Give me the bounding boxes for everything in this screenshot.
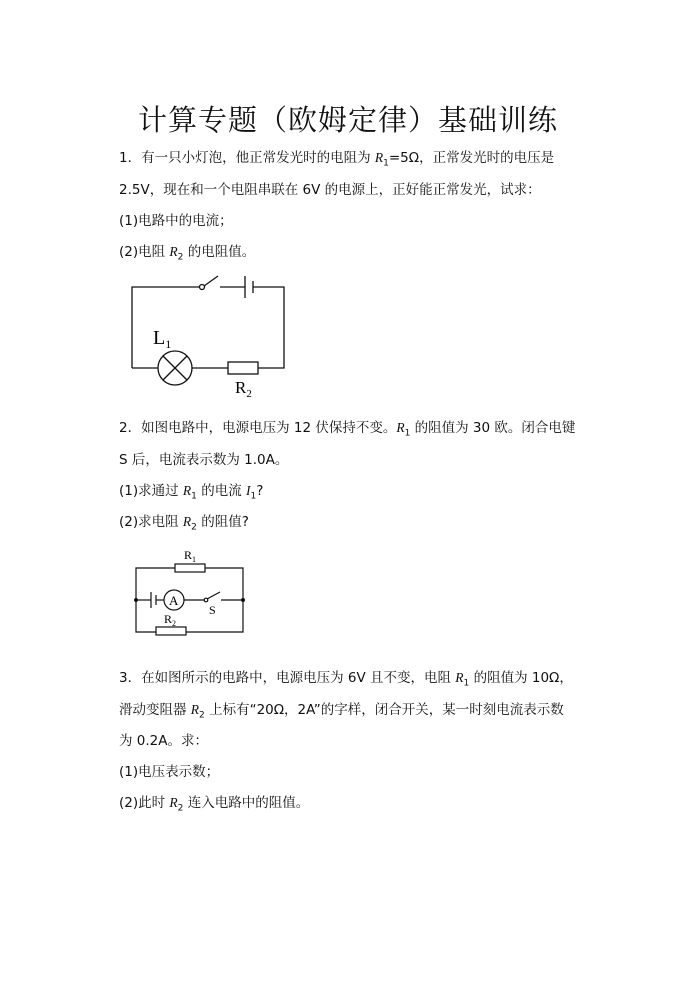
q3-text: 上标有“20Ω，2A”的字样，闭合开关，某一时刻电流表示数 xyxy=(204,702,564,718)
q3-text: 3．在如图所示的电路中，电源电压为 6V 且不变，电阻 xyxy=(119,670,456,686)
q1-lamp-label: $L_1$ xyxy=(153,327,172,351)
q2-text: ? xyxy=(256,483,264,499)
q3-sub: 2 xyxy=(199,710,205,721)
q1-text: (2)电阻 xyxy=(119,244,170,260)
q2-sub: 2 xyxy=(191,522,197,533)
q3-text: 连入电路中的阻值。 xyxy=(183,795,310,811)
q3-text: 的阻值为 10Ω， xyxy=(469,670,573,686)
q2-text: 的阻值为 30 欧。闭合电键 xyxy=(410,420,576,436)
q3-part-1: (1)电压表示数； xyxy=(119,764,220,780)
q2-ammeter-label: A xyxy=(169,593,179,608)
q2-sub: 1 xyxy=(250,491,257,502)
q3-line-1 xyxy=(119,666,573,689)
q2-var-r: R xyxy=(182,514,192,529)
q1-sub: 1 xyxy=(383,158,389,169)
q2-wire xyxy=(136,600,156,632)
q1-text: =5Ω，正常发光时的电压是 xyxy=(388,150,555,166)
q3-text: (2)此时 xyxy=(119,795,170,811)
q1-line-2: 2.5V，现在和一个电阻串联在 6V 的电源上，正好能正常发光，试求： xyxy=(119,182,541,198)
q1-text: 1．有一只小灯泡，他正常发光时的电阻为 xyxy=(119,150,375,166)
q3-var-r: R xyxy=(455,670,464,685)
q2-junction-right xyxy=(241,598,245,602)
q3-var-r: R xyxy=(169,795,178,810)
q2-junction-left xyxy=(134,598,138,602)
q2-text: 2．如图电路中，电源电压为 12 伏保持不变。 xyxy=(119,420,397,436)
q2-text: (1)求通过 xyxy=(119,483,183,499)
q1-text: 的电阻值。 xyxy=(183,244,256,260)
q2-sub: 1 xyxy=(404,428,411,439)
q2-resistor-r2 xyxy=(156,627,186,635)
q3-var-r: R xyxy=(190,702,200,717)
q2-var-r: R xyxy=(182,483,192,498)
q2-switch-label: S xyxy=(209,603,216,617)
page-title: 计算专题（欧姆定律）基础训练 xyxy=(137,103,558,137)
q2-wire xyxy=(205,568,243,600)
q1-part-1: (1)电路中的电流； xyxy=(119,213,233,229)
q3-sub: 2 xyxy=(177,803,184,814)
q3-line-2 xyxy=(119,698,564,721)
q3-part-2 xyxy=(119,791,309,814)
q2-var-r: R xyxy=(396,420,405,435)
q1-var-r: R xyxy=(169,244,178,259)
q2-text: 的阻值? xyxy=(196,514,249,530)
q2-text: 的电流 xyxy=(196,483,246,499)
q2-resistor-r1 xyxy=(175,564,205,572)
q2-switch-blade xyxy=(207,592,220,599)
q1-sub: 2 xyxy=(177,252,184,263)
q3-sub: 1 xyxy=(463,678,470,689)
q2-sub: 1 xyxy=(191,491,197,502)
q2-var-i: I xyxy=(246,483,251,498)
q1-var-r: R xyxy=(374,150,384,165)
q3-text: 滑动变阻器 xyxy=(119,702,191,718)
q3-line-3: 为 0.2A。求： xyxy=(119,733,208,749)
q2-text: (2)求电阻 xyxy=(119,514,183,530)
q2-r2-label: $R_2$ xyxy=(164,612,177,628)
q2-line-2: S 后，电流表示数为 1.0A。 xyxy=(119,452,289,468)
q2-r1-label: $R_1$ xyxy=(184,548,197,564)
q1-resistor-label: $R_2$ xyxy=(235,378,252,400)
